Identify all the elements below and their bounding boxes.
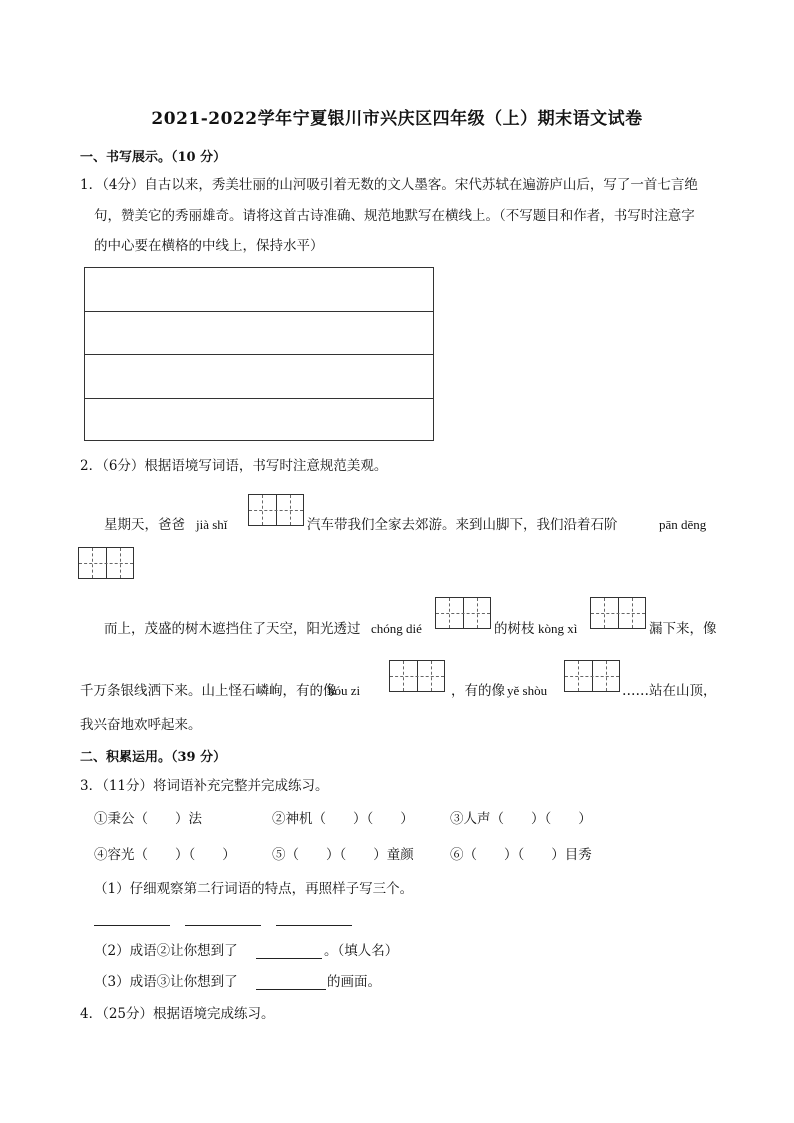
poem-line-4[interactable] (85, 399, 433, 443)
answer-grid-jiashi[interactable] (248, 494, 304, 526)
poem-line-1[interactable] (85, 268, 433, 312)
q2-text-3b: ，有的像 (451, 683, 505, 699)
pinyin-chongdie: chóng dié (371, 621, 422, 636)
answer-blank-2[interactable] (185, 925, 261, 926)
section-heading-1: 一、书写展示。（10 分） (80, 150, 227, 165)
q1-line-1: 1．（4分）自古以来，秀美壮丽的山河吸引着无数的文人墨客。宋代苏轼在遍游庐山后，写了一首七言绝 (80, 177, 698, 193)
q2-text-2a: 而上，茂盛的树木遮挡住了天空，阳光透过 (104, 621, 361, 637)
answer-grid-kongxi[interactable] (590, 597, 646, 629)
pinyin-kongxi: kòng xì (538, 621, 578, 636)
q2-text-2c: 漏下来，像 (649, 621, 717, 637)
q3-item-6: ⑥（ ）（ ）目秀 (450, 847, 592, 863)
q3-item-1: ①秉公（ ）法 (94, 811, 202, 827)
q2-text-3c: ……站在山顶， (622, 683, 717, 699)
q3-sub-3-prefix: （3）成语③让你想到了 (94, 974, 238, 990)
q2-text-1a: 星期天，爸爸 (104, 517, 185, 533)
q1-line-2: 句，赞美它的秀丽雄奇。请将这首古诗准确、规范地默写在横线上。（不写题目和作者，书写时注意字 (94, 208, 695, 224)
q2-text-2b: 的树枝 (494, 621, 535, 637)
pinyin-pandeng: pān dēng (659, 517, 707, 532)
q2-text-1b: 汽车带我们全家去郊游。来到山脚下，我们沿着石阶 (307, 517, 618, 533)
answer-grid-chongdie[interactable] (435, 597, 491, 629)
answer-blank-scene[interactable] (256, 989, 326, 990)
q3-item-3: ③人声（ ）（ ） (450, 811, 592, 827)
q3-sub-2-suffix: 。（填人名） (324, 943, 399, 959)
pinyin-houzi: hóu zi (328, 683, 361, 698)
q2-text-4: 我兴奋地欢呼起来。 (80, 717, 202, 733)
answer-blank-3[interactable] (276, 925, 352, 926)
q3-item-2: ②神机（ ）（ ） (272, 811, 414, 827)
q2-text-3a: 千万条银线洒下来。山上怪石嶙峋，有的像 (80, 683, 337, 699)
poem-writing-box[interactable] (84, 267, 434, 441)
q3-item-4: ④容光（ ）（ ） (94, 847, 236, 863)
answer-blank-1[interactable] (94, 925, 170, 926)
poem-line-3[interactable] (85, 355, 433, 399)
q1-line-3: 的中心要在横格的中线上，保持水平） (94, 238, 324, 254)
pinyin-jiashi: jià shǐ (196, 517, 228, 532)
q3-sub-1: （1）仔细观察第二行词语的特点，再照样子写三个。 (94, 881, 414, 897)
answer-blank-person[interactable] (256, 958, 322, 959)
q2-stem: 2．（6分）根据语境写词语，书写时注意规范美观。 (80, 458, 388, 474)
q4-stem: 4．（25分）根据语境完成练习。 (80, 1006, 275, 1022)
q3-sub-3-suffix: 的画面。 (327, 974, 381, 990)
answer-grid-houzi[interactable] (389, 660, 445, 692)
poem-line-2[interactable] (85, 312, 433, 356)
answer-grid-pandeng[interactable] (78, 547, 134, 579)
q3-sub-2-prefix: （2）成语②让你想到了 (94, 943, 238, 959)
q3-stem: 3．（11分）将词语补充完整并完成练习。 (80, 778, 329, 794)
section-heading-2: 二、积累运用。（39 分） (80, 750, 227, 765)
answer-grid-yeshou[interactable] (564, 660, 620, 692)
pinyin-yeshou: yě shòu (507, 683, 548, 698)
q3-item-5: ⑤（ ）（ ）童颜 (272, 847, 414, 863)
page-title: 2021-2022学年宁夏银川市兴庆区四年级（上）期末语文试卷 (151, 109, 643, 129)
